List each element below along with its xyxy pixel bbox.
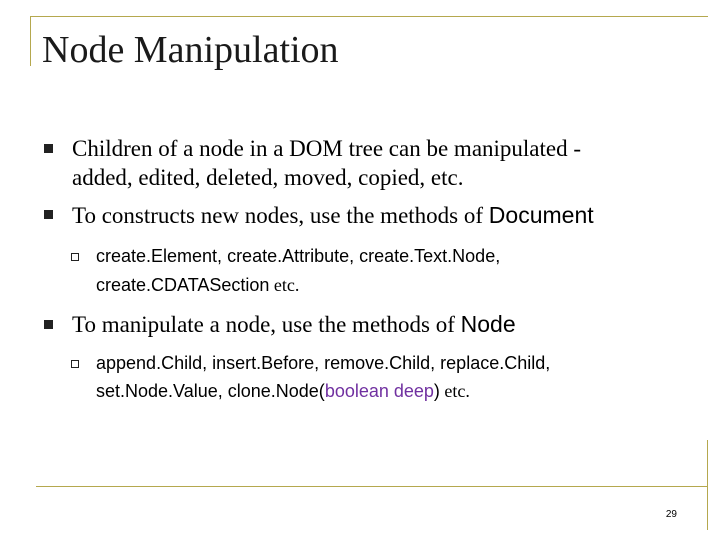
sub-bullet-3-tail: etc. <box>439 381 470 401</box>
bullet-3-code: Node <box>460 311 516 337</box>
sub-bullet-2-code: create.CDATASection <box>96 275 270 295</box>
bullet-3 <box>72 309 516 340</box>
bottom-right-rule <box>707 440 708 530</box>
bullet-2 <box>72 200 594 231</box>
bullet-marker <box>44 320 53 329</box>
sub-bullet-2-line-1: create.Element, create.Attribute, create.Text.Node, <box>96 246 501 266</box>
bottom-rule <box>36 486 708 487</box>
sub-bullet-3-line-1: append.Child, insert.Before, remove.Child, replace.Child, <box>96 353 551 373</box>
left-rule <box>30 16 31 66</box>
sub-bullet-marker <box>71 253 79 261</box>
sub-bullet-2-tail: etc. <box>269 275 300 295</box>
bullet-1-line-1: Children of a node in a DOM tree can be manipulated - <box>72 136 582 161</box>
bullet-marker <box>44 210 53 219</box>
bullet-2-text: To constructs new nodes, use the methods of <box>72 203 489 228</box>
slide-title: Node Manipulation <box>42 29 339 71</box>
sub-bullet-3-code-close: ) <box>433 381 440 401</box>
sub-bullet-2-line-2 <box>96 272 299 298</box>
sub-bullet-marker <box>71 360 79 368</box>
sub-bullet-3-line-2 <box>96 378 470 404</box>
sub-bullet-3-keyword: boolean deep <box>324 381 434 401</box>
top-rule <box>30 16 708 17</box>
bullet-2-code: Document <box>488 202 594 228</box>
sub-bullet-3-code: set.Node.Value, clone.Node( <box>96 381 325 401</box>
bullet-1-line-2: added, edited, deleted, moved, copied, etc. <box>72 165 464 190</box>
bullet-marker <box>44 144 53 153</box>
page-number: 29 <box>665 509 677 520</box>
bullet-3-text: To manipulate a node, use the methods of <box>72 312 461 337</box>
